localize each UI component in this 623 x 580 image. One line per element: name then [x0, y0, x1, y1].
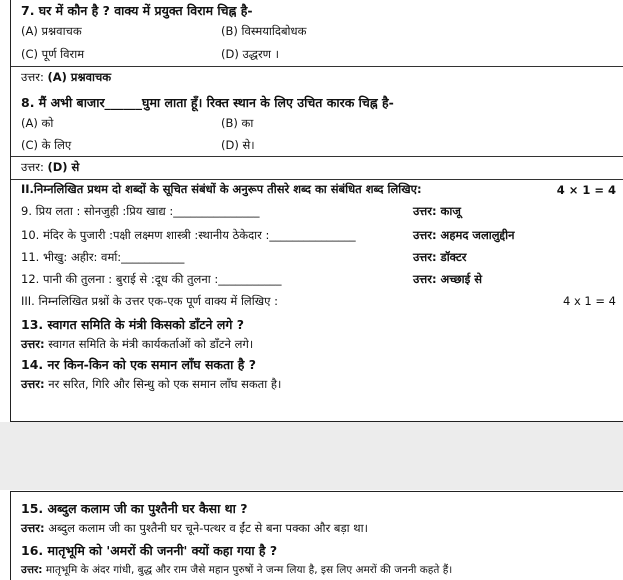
- q12-text: 12. पानी की तुलना : बुराई से :दूध की तुलना :___________: [21, 272, 282, 286]
- answer-value: नर सरित, गिरि और सिन्धु को एक समान लाँघ सकता है।: [48, 377, 282, 391]
- q8-option-b: (B) का: [221, 116, 254, 130]
- section-2-heading: II.निम्नलिखित प्रथम दो शब्दों के सूचित संबंधों के अनुरूप तीसरे शब्द का संबंधित शब्द लिखिए:: [21, 182, 422, 196]
- q7-answer: [21, 70, 111, 85]
- q7-option-b: (B) विस्मयादिबोधक: [221, 24, 307, 38]
- answer-value: (A) प्रश्नवाचक: [47, 70, 112, 84]
- q14-answer: [21, 377, 281, 392]
- question-14: 14. नर किन-किन को एक समान लाँघ सकता है ?: [21, 357, 256, 372]
- q8-option-c: (C) के लिए: [21, 138, 72, 152]
- question-7: 7. घर में कौन है ? वाक्य में प्रयुक्त विराम चिह्न है-: [21, 3, 253, 18]
- q9-answer: उत्तर: काजू: [413, 204, 461, 218]
- q8-options-row-2: [21, 138, 421, 153]
- q9-text: 9. प्रिय लता : सोनजुही :प्रिय खाद्य :_______________: [21, 204, 260, 218]
- q15-answer: [21, 521, 368, 536]
- q7-option-d: (D) उद्धरण ।: [221, 47, 280, 61]
- answer-label: उत्तर:: [21, 337, 45, 351]
- section-3-marks: 4 x 1 = 4: [562, 294, 616, 308]
- question-16: 16. मातृभूमि को 'अमरों की जननी' क्यों कहा गया है ?: [21, 543, 278, 558]
- answer-label: उत्तर:: [21, 160, 44, 174]
- question-13: 13. स्वागत समिति के मंत्री किसको डाँटने लगे ?: [21, 317, 244, 332]
- divider: [11, 179, 623, 180]
- answer-label: उत्तर:: [21, 564, 43, 576]
- answer-value: स्वागत समिति के मंत्री कार्यकर्ताओं को डाँटने लगे।: [48, 337, 254, 351]
- q7-option-c: (C) पूर्ण विराम: [21, 47, 85, 61]
- q7-option-a: (A) प्रश्नवाचक: [21, 24, 82, 38]
- answer-value: (D) से: [47, 160, 80, 174]
- q7-options-row-2: [21, 47, 421, 62]
- divider: [11, 66, 623, 67]
- q13-answer: [21, 337, 253, 352]
- divider: [11, 156, 623, 157]
- q8-option-a: (A) को: [21, 116, 54, 130]
- worksheet-page-2: [10, 491, 623, 580]
- worksheet-page-1: [10, 0, 623, 422]
- question-8: 8. मैं अभी बाजार______घुमा लाता हूँ। रिक्त स्थान के लिए उचित कारक चिह्न है-: [21, 95, 394, 110]
- page-gap: [0, 422, 623, 490]
- answer-label: उत्तर:: [21, 70, 44, 84]
- q8-options-row-1: [21, 116, 421, 131]
- q12-row: [21, 272, 611, 287]
- q7-options-row-1: [21, 24, 421, 39]
- q11-text: 11. भीखु: अहीर: वर्मा:___________: [21, 250, 185, 264]
- q10-answer: उत्तर: अहमद जलालुद्दीन: [413, 228, 515, 242]
- section-2-marks: 4 × 1 = 4: [556, 183, 616, 197]
- q10-text: 10. मंदिर के पुजारी :पक्षी लक्ष्मण शास्त्री :स्थानीय ठेकेदार :_______________: [21, 228, 356, 242]
- section-3-heading: III. निम्नलिखित प्रश्नों के उत्तर एक-एक पूर्ण वाक्य में लिखिए :: [21, 294, 279, 308]
- question-15: 15. अब्दुल कलाम जी का पुश्तैनी घर कैसा था ?: [21, 501, 248, 516]
- q8-answer: [21, 160, 79, 175]
- answer-value: मातृभूमि के अंदर गांधी, बुद्ध और राम जैसे महान पुरुषों ने जन्म लिया है, इस लिए अमरों की जननी कहते हैं।: [45, 564, 453, 576]
- answer-value: अब्दुल कलाम जी का पुश्तैनी घर चूने-पत्थर व ईंट से बना पक्का और बड़ा था।: [48, 521, 368, 535]
- answer-label: उत्तर:: [21, 521, 45, 535]
- q12-answer: उत्तर: अच्छाई से: [413, 272, 483, 286]
- q8-option-d: (D) से।: [221, 138, 255, 152]
- q9-row: [21, 204, 611, 219]
- q10-row: [21, 228, 611, 243]
- q16-answer: [21, 563, 452, 577]
- q11-answer: उत्तर: डॉक्टर: [413, 250, 467, 264]
- q11-row: [21, 250, 611, 265]
- answer-label: उत्तर:: [21, 377, 45, 391]
